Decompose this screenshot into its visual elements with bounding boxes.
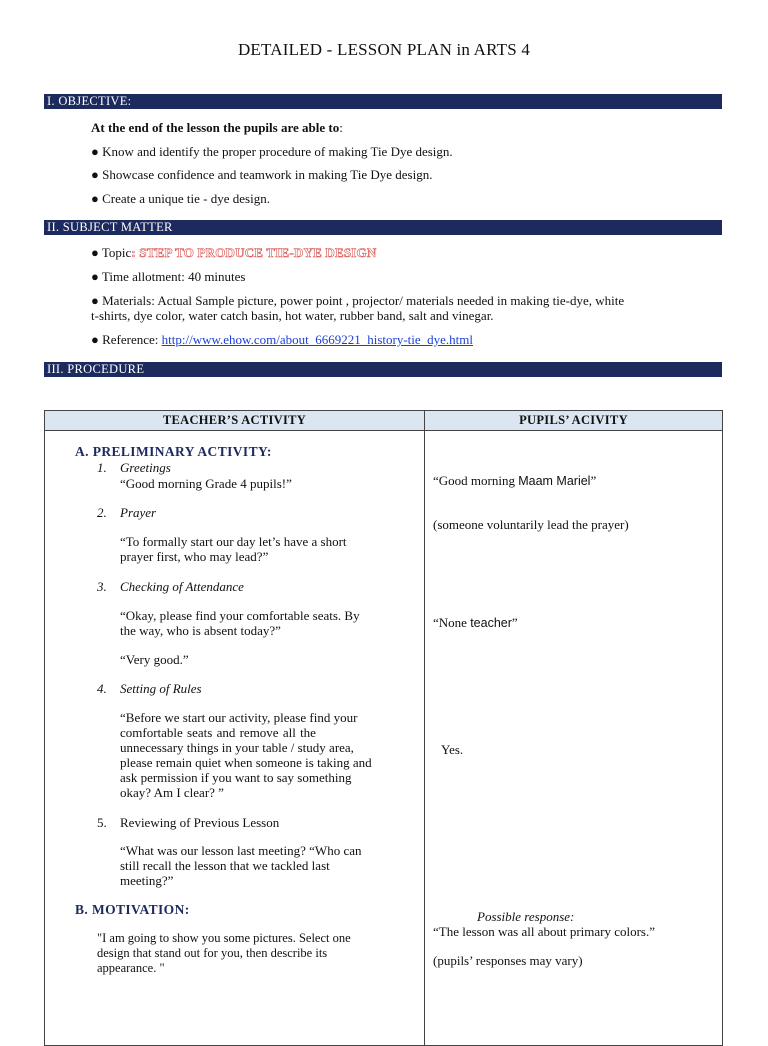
review-line: still recall the lesson that we tackled last [120, 858, 330, 873]
pupils-activity-cell [425, 431, 723, 1046]
topic-line [91, 245, 376, 260]
time-allotment-text: Time allotment: 40 minutes [101, 269, 246, 284]
reference-line [91, 332, 473, 347]
prayer-line: “To formally start our day let’s have a short [120, 534, 347, 549]
rules-line: unnecessary things in your table / study area, [120, 740, 354, 755]
objective-item-text: Know and identify the proper procedure of making Tie Dye design. [102, 144, 453, 159]
objective-item [91, 144, 453, 159]
attendance-number: 3. [97, 579, 107, 594]
rules-line: ask permission if you want to say something [120, 770, 352, 785]
rules-line: please remain quiet when someone is taking and [120, 755, 372, 770]
bullet-icon: ● [91, 269, 99, 284]
objective-item-text: Create a unique tie - dye design. [102, 191, 270, 206]
greeting-reply [433, 473, 596, 489]
rules-title: Setting of Rules [120, 681, 202, 696]
review-number: 5. [97, 815, 107, 830]
rules-line: “Before we start our activity, please find your [120, 710, 358, 725]
objective-item [91, 167, 432, 182]
review-line: meeting?” [120, 873, 174, 888]
bullet-icon: ● [91, 245, 99, 260]
teacher-activity-cell [45, 431, 425, 1046]
procedure-section-header: III. PROCEDURE [44, 362, 722, 377]
bullet-icon: ● [91, 191, 99, 206]
attendance-reply-close: ” [511, 615, 518, 630]
objective-item-text: Showcase confidence and teamwork in making Tie Dye design. [102, 167, 433, 182]
rules-reply: Yes. [441, 742, 464, 757]
reference-label: Reference: [102, 332, 162, 347]
procedure-table-row [45, 431, 723, 1046]
motivation-line: "I am going to show you some pictures. Select one [97, 931, 351, 945]
review-line: “What was our lesson last meeting? “Who can [120, 843, 362, 858]
possible-response-label: Possible response: [477, 909, 575, 924]
procedure-table [44, 410, 723, 1046]
objective-item [91, 191, 270, 206]
materials-text-line1: Materials: Actual Sample picture, power point , projector/ materials needed in making tie-dye, white [102, 293, 625, 308]
procedure-table-header-row [45, 411, 723, 431]
bullet-icon: ● [91, 293, 99, 308]
attendance-reply [433, 615, 518, 631]
teacher-activity-column-header: TEACHER’S ACTIVITY [45, 411, 425, 431]
greetings-text: “Good morning Grade 4 pupils!” [120, 476, 292, 491]
document-title: DETAILED - LESSON PLAN in ARTS 4 [237, 40, 531, 59]
prayer-reply: (someone voluntarily lead the prayer) [433, 517, 629, 532]
prayer-title: Prayer [120, 505, 157, 520]
time-allotment-line [91, 269, 245, 284]
preliminary-activity-heading: A. PRELIMINARY ACTIVITY: [75, 444, 272, 459]
objective-section-header: I. OBJECTIVE: [44, 94, 722, 109]
pupils-activity-column-header: PUPILS’ ACIVITY [425, 411, 723, 431]
attendance-title: Checking of Attendance [120, 579, 244, 594]
motivation-line: design that stand out for you, then describe its [97, 946, 328, 960]
materials-text-line2: t-shirts, dye color, water catch basin, hot water, rubber band, salt and vinegar. [91, 308, 494, 323]
attendance-reply-word: teacher [470, 616, 512, 630]
prayer-line: prayer first, who may lead?” [120, 549, 269, 564]
objective-intro [91, 120, 343, 135]
rules-number: 4. [97, 681, 107, 696]
attendance-line: “Okay, please find your comfortable seats. By [120, 608, 360, 623]
greeting-reply-close: ” [590, 473, 597, 488]
topic-separator: : [131, 245, 140, 260]
greeting-reply-open: “Good morning [433, 473, 519, 488]
materials-line [91, 293, 721, 308]
motivation-line: appearance. " [97, 961, 165, 975]
attendance-line: the way, who is absent today?” [120, 623, 281, 638]
reference-link[interactable]: http://www.ehow.com/about_6669221_history-tie_dye.html [161, 332, 474, 347]
motivation-heading: B. MOTIVATION: [75, 902, 190, 917]
motivation-reply: (pupils’ responses may vary) [433, 953, 583, 968]
rules-line: okay? Am I clear? ” [120, 785, 224, 800]
topic-value: STEP TO PRODUCE TIE-DYE DESIGN [139, 245, 377, 260]
attendance-reply-open: “None [433, 615, 471, 630]
greetings-number: 1. [97, 460, 107, 475]
review-title: Reviewing of Previous Lesson [120, 815, 280, 830]
topic-label: Topic [101, 245, 132, 260]
rules-line: comfortable seats and remove all the [120, 725, 316, 740]
greeting-reply-name: Maam Mariel [518, 474, 591, 488]
review-reply: “The lesson was all about primary colors.” [433, 924, 656, 939]
objective-intro-text: At the end of the lesson the pupils are able to [91, 120, 340, 135]
prayer-number: 2. [97, 505, 107, 520]
greetings-title: Greetings [120, 460, 171, 475]
subject-matter-section-header: II. SUBJECT MATTER [44, 220, 722, 235]
bullet-icon: ● [91, 332, 99, 347]
very-good-text: “Very good.” [120, 652, 189, 667]
bullet-icon: ● [91, 144, 99, 159]
objective-intro-colon: : [339, 120, 343, 135]
bullet-icon: ● [91, 167, 99, 182]
